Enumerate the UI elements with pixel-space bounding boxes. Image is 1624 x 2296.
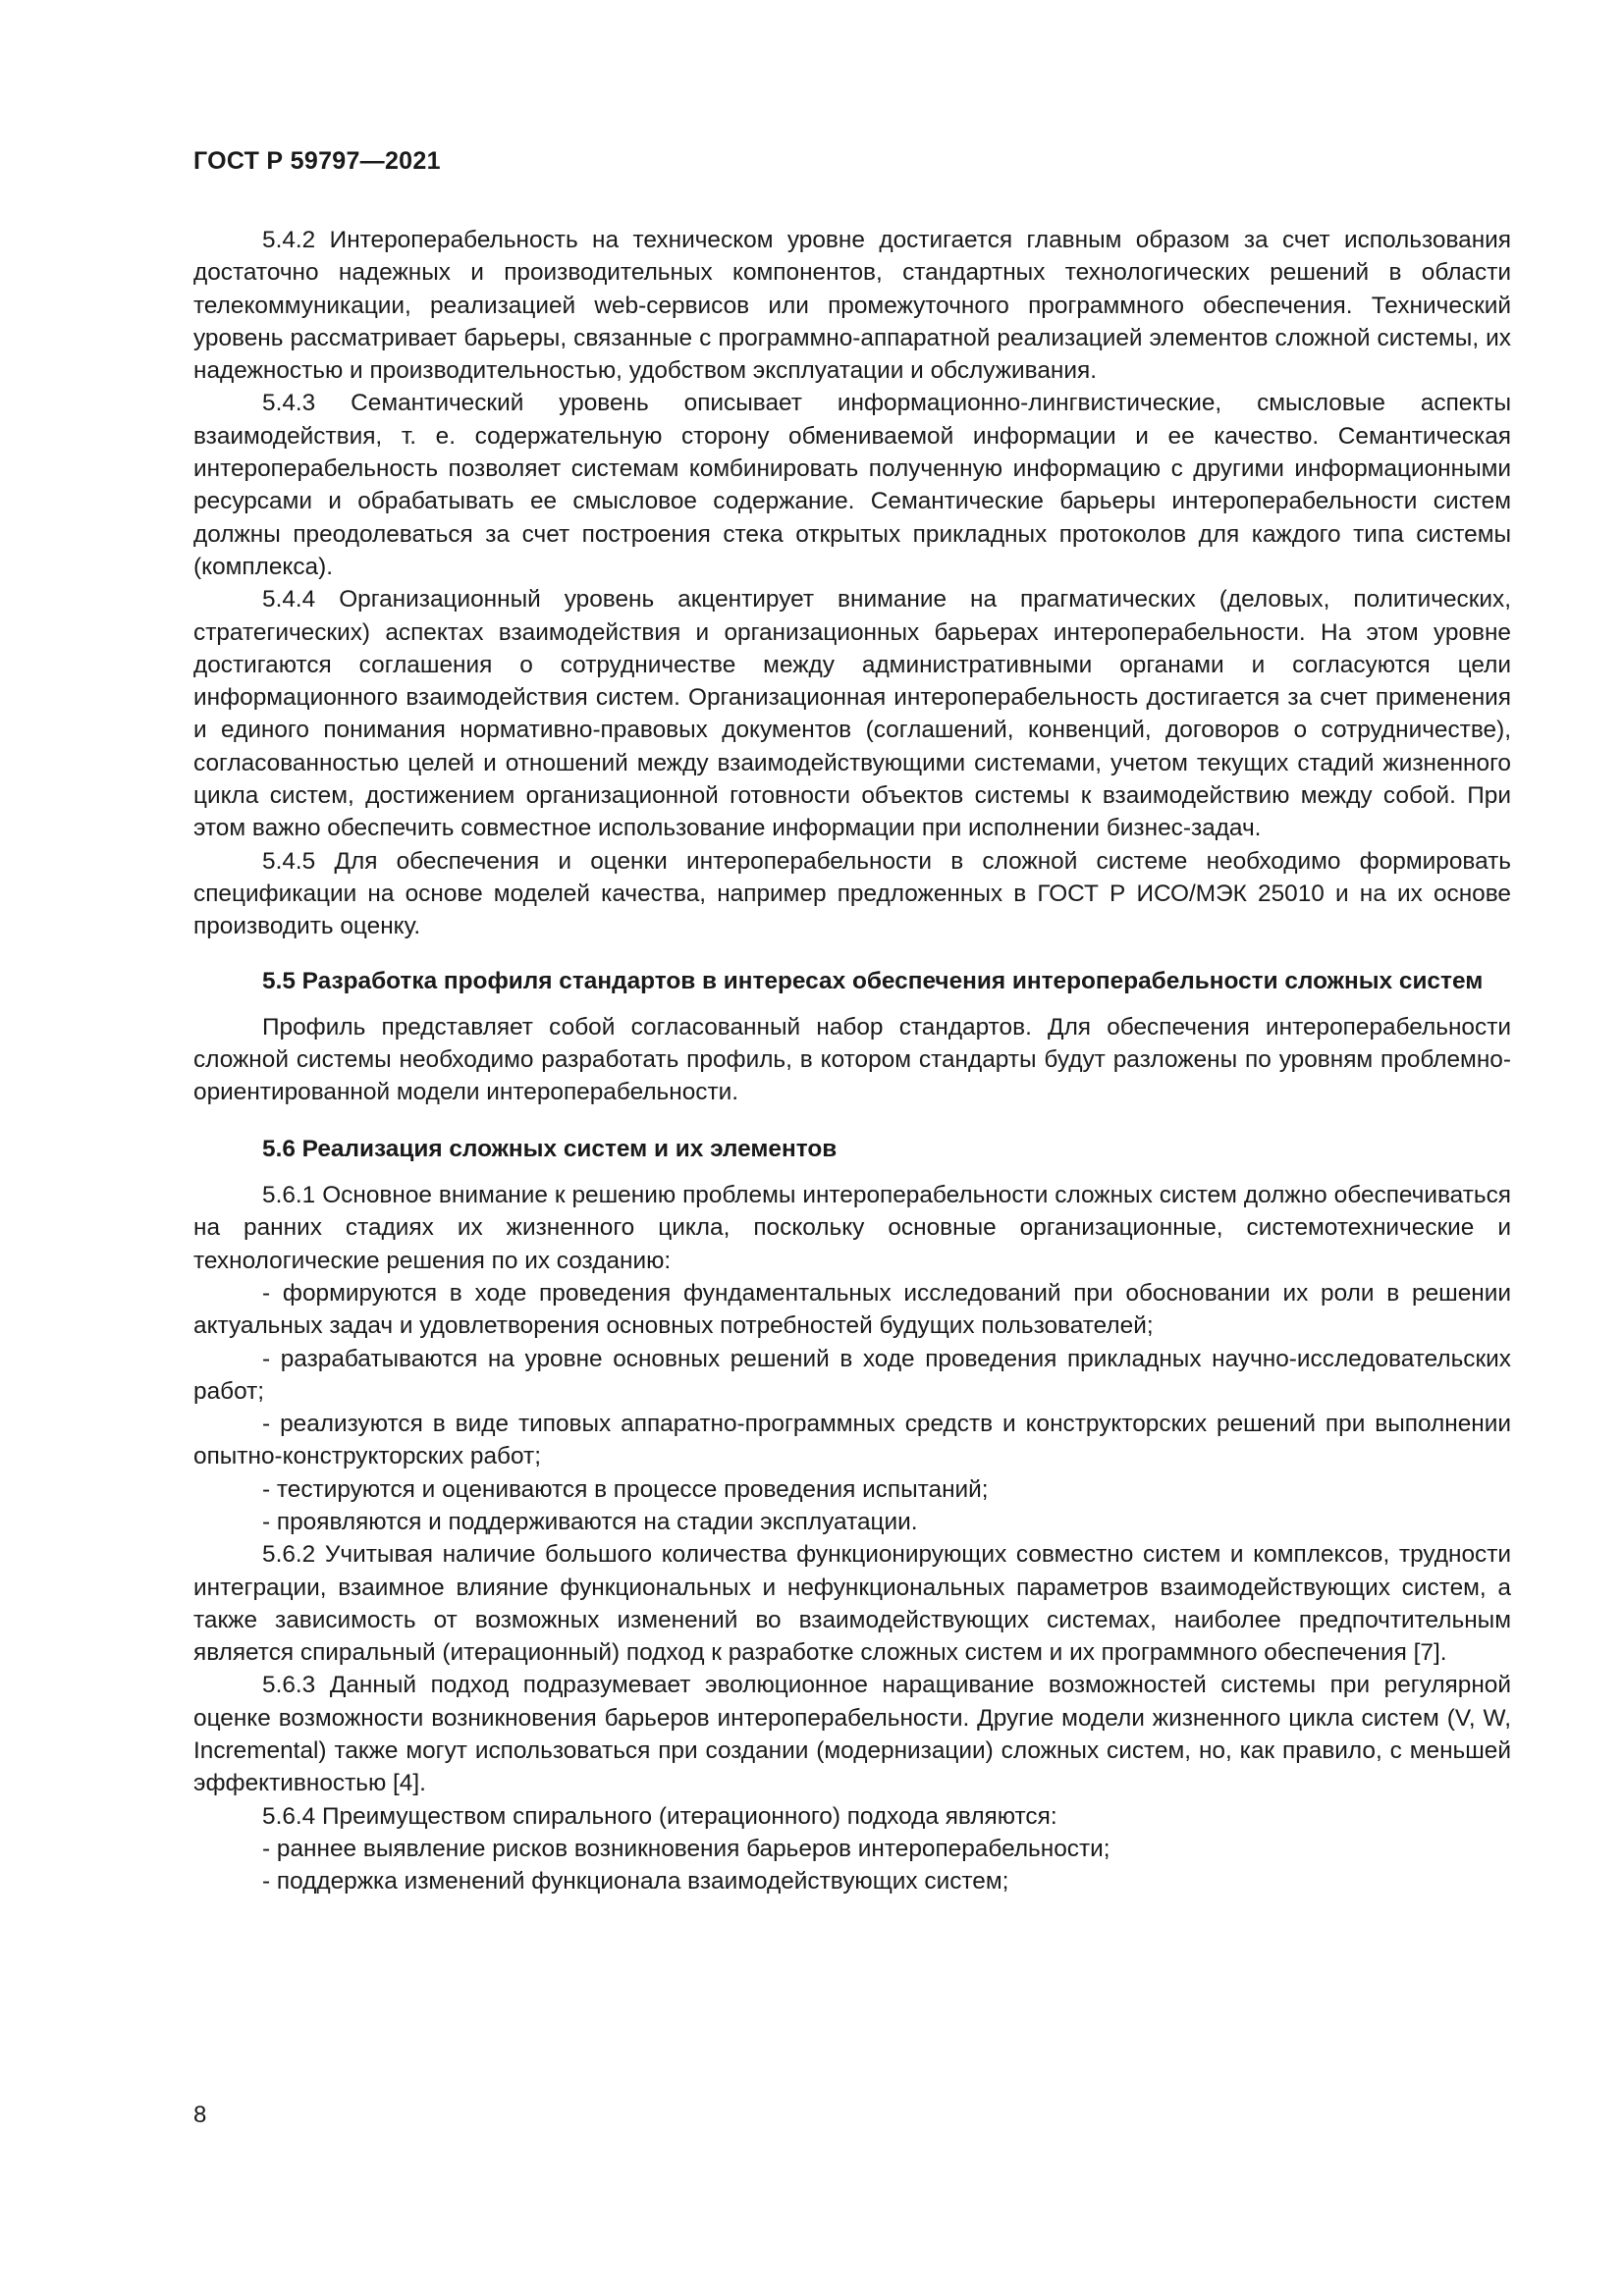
list-item: - проявляются и поддерживаются на стадии эксплуатации. [262, 1508, 918, 1535]
section-heading-5-5: 5.5 Разработка профиля стандартов в интересах обеспечения интероперабельности сложных систем [262, 967, 1484, 994]
paragraph-5-4-5: 5.4.5 Для обеспечения и оценки интероперабельности в сложной системе необходимо формировать спецификации на основе моделей качества, например предложенных в ГОСТ Р ИСО/МЭК 25010 и на их основе производить оценку. [193, 847, 1511, 940]
document-body [193, 224, 1511, 1898]
list-item: - раннее выявление рисков возникновения барьеров интероперабельности; [262, 1835, 1110, 1862]
paragraph-5-6-1: 5.6.1 Основное внимание к решению проблемы интероперабельности сложных систем должно обеспечиваться на ранних стадиях их жизненного цикла, поскольку основные организационные, системотехнические и технологические решения по их созданию: [193, 1182, 1511, 1274]
paragraph-5-4-4: 5.4.4 Организационный уровень акцентирует внимание на прагматических (деловых, политических, стратегических) аспектах взаимодействия и организационных барьерах интероперабельности. На этом уровне достигаются соглашения о сотрудничестве между административными органами и согласуются цели информационного взаимодействия систем. Организационная интероперабельность достигается за счет применения и единого понимания нормативно-правовых документов (соглашений, конвенций, договоров о сотрудничестве), согласованностью целей и отношений между взаимодействующими системами, учетом текущих стадий жизненного цикла систем, достижением организационной готовности объектов системы к взаимодействию между собой. При этом важно обеспечить совместное использование информации при исполнении бизнес-задач. [193, 586, 1511, 842]
paragraph-5-6-3: 5.6.3 Данный подход подразумевает эволюционное наращивание возможностей системы при регулярной оценке возможности возникновения барьеров интероперабельности. Другие модели жизненного цикла систем (V, W, Incremental) также могут использоваться при создании (модернизации) сложных систем, но, как правило, с меньшей эффективностью [4]. [193, 1672, 1511, 1797]
section-heading-5-6: 5.6 Реализация сложных систем и их элементов [262, 1135, 838, 1162]
paragraph-5-4-2: 5.4.2 Интероперабельность на техническом уровне достигается главным образом за счет использования достаточно надежных и производительных компонентов, стандартных технологических решений в области телекоммуникации, реализацией web-сервисов или промежуточного программного обеспечения. Технический уровень рассматривает барьеры, связанные с программно-аппаратной реализацией элементов сложной системы, их надежностью и производительностью, удобством эксплуатации и обслуживания. [193, 227, 1511, 385]
paragraph-5-6-2: 5.6.2 Учитывая наличие большого количества функционирующих совместно систем и комплексов, трудности интеграции, взаимное влияние функциональных и нефункциональных параметров взаимодействующих систем, а также зависимость от возможных изменений во взаимодействующих системах, наиболее предпочтительным является спиральный (итерационный) подход к разработке сложных систем и их программного обеспечения [7]. [193, 1541, 1511, 1667]
list-item: - разрабатываются на уровне основных решений в ходе проведения прикладных научно-исследовательских работ; [193, 1345, 1511, 1405]
paragraph-5-4-3: 5.4.3 Семантический уровень описывает информационно-лингвистические, смысловые аспекты взаимодействия, т. е. содержательную сторону обмениваемой информации и ее качество. Семантическая интероперабельность позволяет системам комбинировать полученную информацию с другими информационными ресурсами и обрабатывать ее смысловое содержание. Семантические барьеры интероперабельности систем должны преодолеваться за счет построения стека открытых прикладных протоколов для каждого типа системы (комплекса). [193, 390, 1511, 580]
page-number: 8 [193, 2102, 207, 2128]
list-item: - тестируются и оцениваются в процессе проведения испытаний; [262, 1475, 989, 1503]
list-item: - поддержка изменений функционала взаимодействующих систем; [262, 1868, 1009, 1896]
list-item: - формируются в ходе проведения фундаментальных исследований при обосновании их роли в решении актуальных задач и удовлетворения основных потребностей будущих пользователей; [193, 1279, 1511, 1340]
paragraph-5-5: Профиль представляет собой согласованный набор стандартов. Для обеспечения интероперабельности сложной системы необходимо разработать профиль, в котором стандарты будут разложены по уровням проблемно-ориентированной модели интероперабельности. [193, 1013, 1511, 1106]
paragraph-5-6-4: 5.6.4 Преимуществом спирального (итерационного) подхода являются: [262, 1802, 1057, 1830]
document-code-header: ГОСТ Р 59797—2021 [193, 147, 441, 175]
list-item: - реализуются в виде типовых аппаратно-программных средств и конструкторских решений при выполнении опытно-конструкторских работ; [193, 1411, 1511, 1470]
